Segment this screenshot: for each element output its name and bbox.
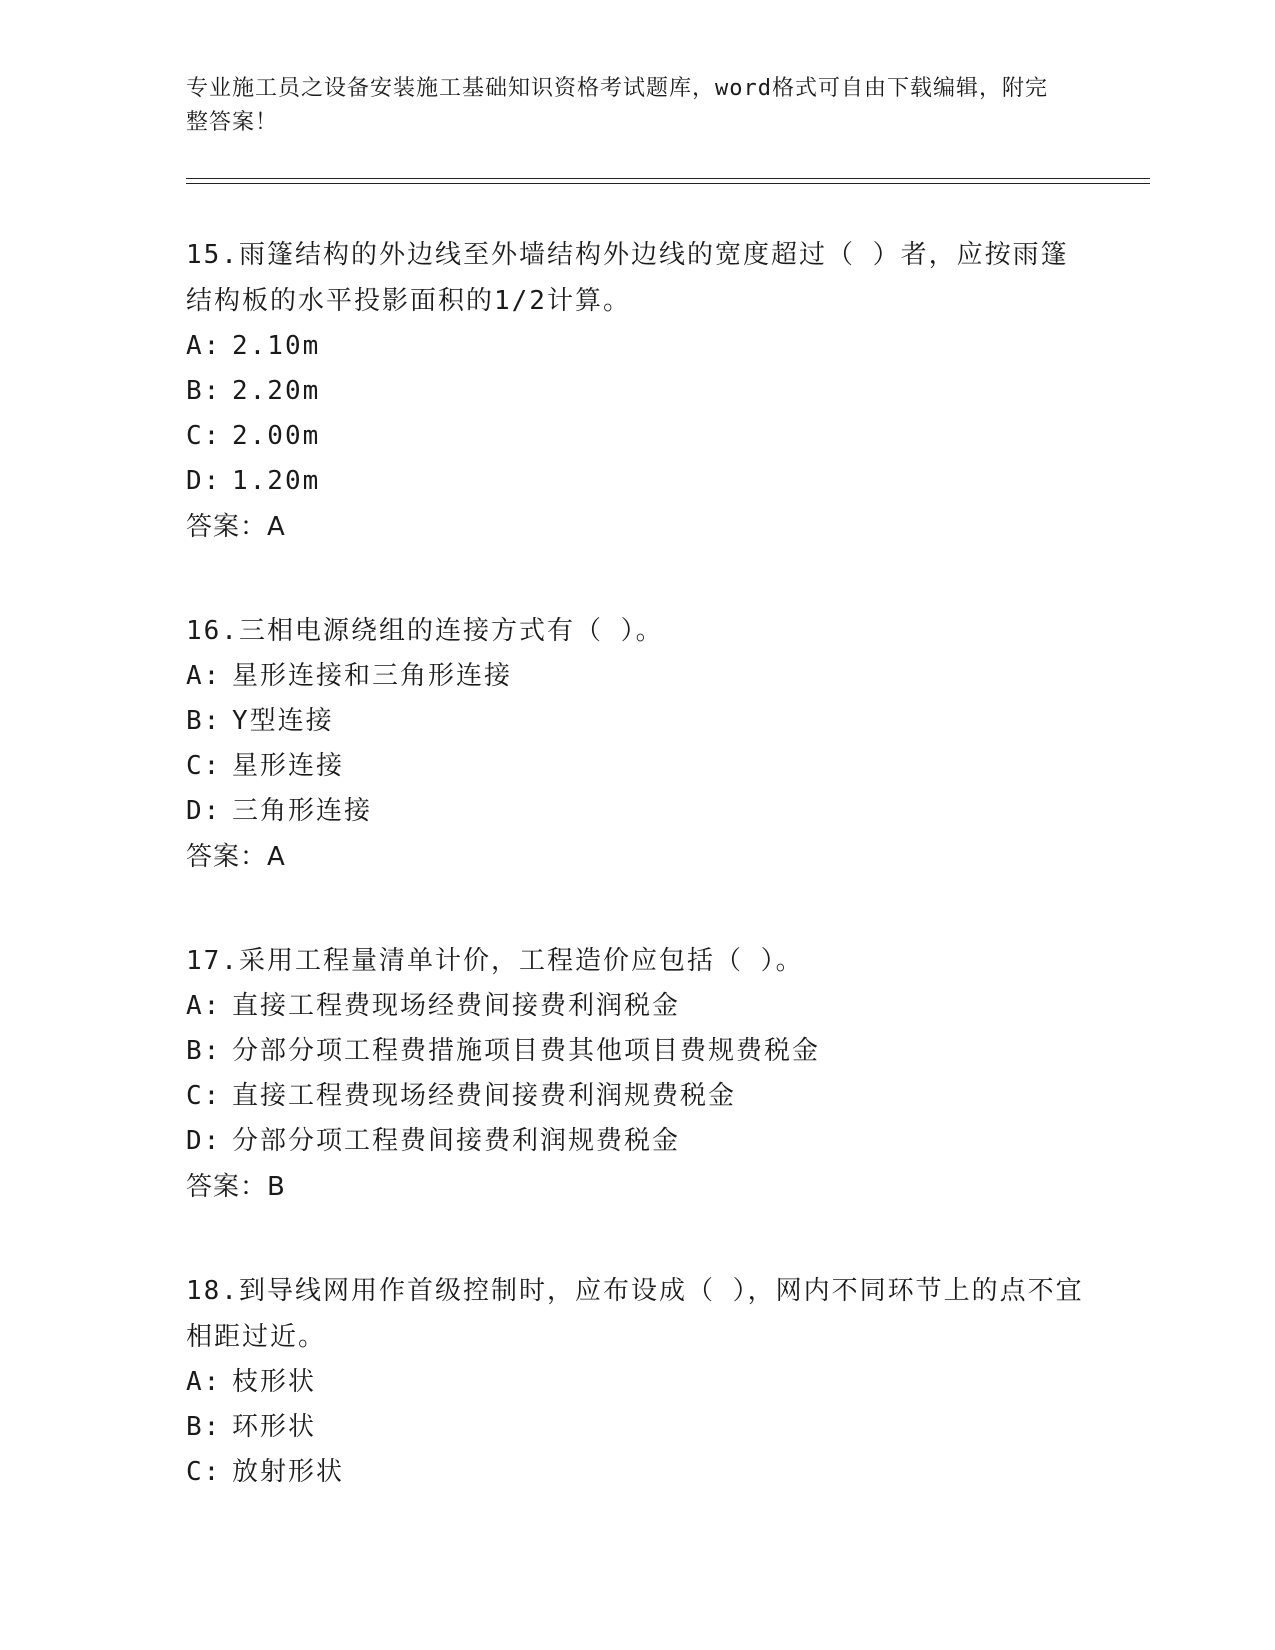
option-letter: B:	[186, 376, 222, 406]
option-c	[186, 744, 1086, 789]
option-a	[186, 324, 1086, 369]
option-c	[186, 1450, 1086, 1495]
answer-line: 答案：A	[186, 512, 286, 542]
question-stem: 16.三相电源绕组的连接方式有（ ）。	[186, 616, 664, 646]
option-d	[186, 1119, 1086, 1164]
option-letter: C:	[186, 751, 222, 781]
option-letter: A:	[186, 1367, 222, 1397]
option-text: 2.20m	[232, 376, 321, 406]
option-text: Y型连接	[232, 706, 334, 736]
option-c	[186, 1074, 1086, 1119]
option-letter: C:	[186, 421, 222, 451]
option-a	[186, 984, 1086, 1029]
document-header: 专业施工员之设备安装施工基础知识资格考试题库，word格式可自由下载编辑，附完整答案！	[186, 76, 1048, 135]
option-b	[186, 1405, 1086, 1450]
option-text: 三角形连接	[232, 796, 373, 826]
option-text: 分部分项工程费措施项目费其他项目费规费税金	[232, 1036, 821, 1066]
option-c	[186, 414, 1086, 459]
option-text: 星形连接	[232, 751, 345, 781]
option-letter: A:	[186, 661, 222, 691]
option-text: 放射形状	[232, 1457, 345, 1487]
option-letter: B:	[186, 1412, 222, 1442]
option-text: 枝形状	[232, 1367, 317, 1397]
option-d	[186, 789, 1086, 834]
question-stem: 18.到导线网用作首级控制时，应布设成（ ），网内不同环节上的点不宜相距过近。	[186, 1276, 1084, 1352]
option-letter: B:	[186, 706, 222, 736]
option-text: 直接工程费现场经费间接费利润规费税金	[232, 1081, 737, 1111]
question-15	[186, 232, 1086, 550]
option-letter: D:	[186, 796, 222, 826]
option-a	[186, 654, 1086, 699]
option-letter: D:	[186, 1126, 222, 1156]
answer-line: 答案：A	[186, 842, 286, 872]
answer-line: 答案：B	[186, 1172, 286, 1202]
option-letter: A:	[186, 331, 222, 361]
header-divider-top	[186, 178, 1150, 179]
header-divider-bottom	[186, 183, 1150, 184]
option-text: 星形连接和三角形连接	[232, 661, 513, 691]
question-stem: 17.采用工程量清单计价，工程造价应包括（ ）。	[186, 946, 804, 976]
question-17	[186, 938, 1086, 1210]
option-b	[186, 369, 1086, 414]
option-text: 环形状	[232, 1412, 317, 1442]
option-b	[186, 699, 1086, 744]
option-d	[186, 459, 1086, 504]
option-a	[186, 1360, 1086, 1405]
option-text: 2.10m	[232, 331, 321, 361]
question-list	[186, 232, 1086, 1553]
option-text: 分部分项工程费间接费利润规费税金	[232, 1126, 681, 1156]
option-letter: B:	[186, 1036, 222, 1066]
option-letter: A:	[186, 991, 222, 1021]
option-text: 1.20m	[232, 466, 321, 496]
option-letter: D:	[186, 466, 222, 496]
question-16	[186, 608, 1086, 880]
option-b	[186, 1029, 1086, 1074]
option-text: 2.00m	[232, 421, 321, 451]
option-letter: C:	[186, 1081, 222, 1111]
question-stem: 15.雨篷结构的外边线至外墙结构外边线的宽度超过（ ）者，应按雨篷结构板的水平投影面积的1/2计算。	[186, 240, 1069, 316]
option-text: 直接工程费现场经费间接费利润税金	[232, 991, 681, 1021]
question-18	[186, 1268, 1086, 1495]
option-letter: C:	[186, 1457, 222, 1487]
